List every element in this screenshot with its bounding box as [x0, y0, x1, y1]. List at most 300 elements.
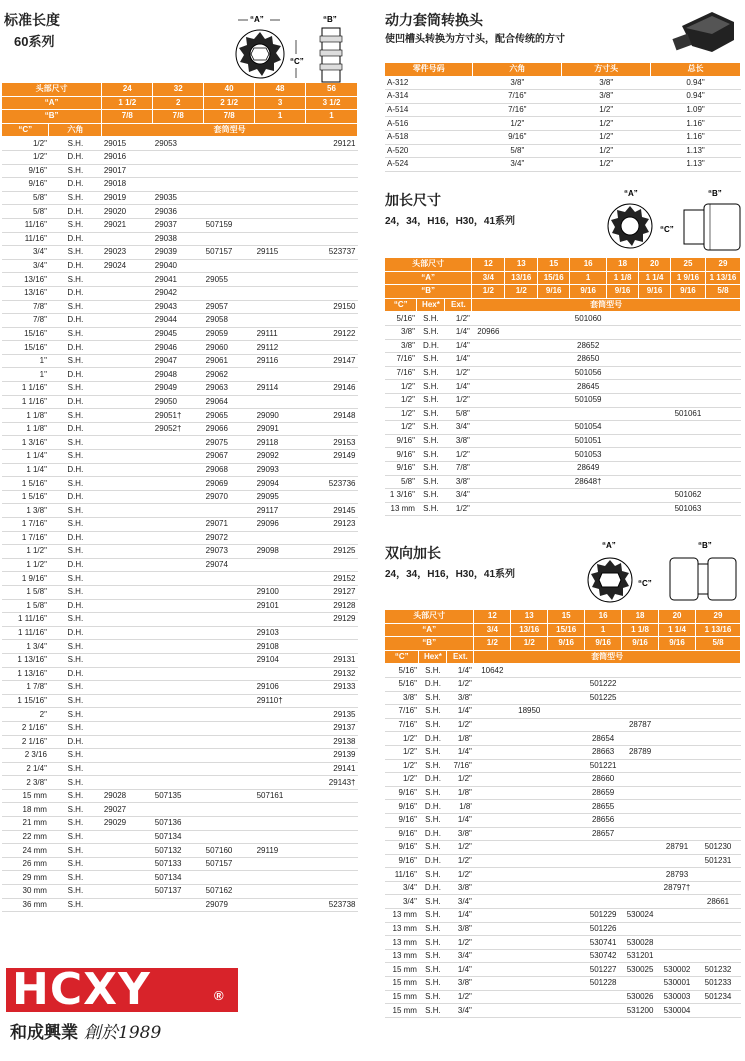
table-cell [255, 191, 306, 205]
table-cell: 13 mm [385, 909, 419, 923]
table-cell: 7/16" [385, 718, 419, 732]
table-cell: 29061 [204, 354, 255, 368]
table-cell [102, 667, 153, 681]
table-row [385, 103, 741, 117]
table-cell: 15 mm [385, 1004, 419, 1018]
table-cell [548, 745, 585, 759]
table-cell [306, 205, 358, 219]
table-cell [204, 694, 255, 708]
table-cell [622, 677, 659, 691]
table-cell [607, 489, 639, 503]
table-row [385, 393, 741, 407]
table-cell [255, 708, 306, 722]
table-row [2, 273, 358, 287]
table-row [385, 963, 741, 977]
table-cell: 28789 [622, 745, 659, 759]
table-row [385, 895, 741, 909]
double-end-subtitle: 24，34，H16，H30，41系列 [385, 569, 516, 580]
table-cell [511, 881, 548, 895]
table-row [385, 339, 741, 353]
table-cell: 1.13" [651, 144, 741, 158]
table-cell [153, 518, 204, 532]
table-cell: 29024 [102, 259, 153, 273]
table-cell: A-516 [385, 117, 473, 131]
table-cell: D.H. [49, 178, 102, 192]
table-cell [306, 178, 358, 192]
extension-diagram [598, 186, 744, 256]
table-cell: 11/16" [2, 232, 49, 246]
table-cell [585, 854, 622, 868]
table-cell [548, 800, 585, 814]
table-cell: S.H. [49, 681, 102, 695]
table-cell [607, 502, 639, 516]
table-cell [255, 558, 306, 572]
table-row [385, 745, 741, 759]
table-cell [153, 762, 204, 776]
table-cell [538, 421, 570, 435]
table-cell: S.H. [49, 504, 102, 518]
table-cell: 530026 [622, 990, 659, 1004]
table-cell: 501232 [696, 963, 741, 977]
table-row [2, 653, 358, 667]
table-cell [639, 461, 671, 475]
table-cell [255, 395, 306, 409]
adapter-table: 零件号码 六角 方寸头 总长 A-312 3/8" 3/8" 0.94" A-314 7/16" 3/8" 0.94" A-514 7/16" 1/2" 1.09" A-516 1/2" 1/2" 1.16" A-518 9/16" 1/2" 1.16" A-520 5/8" 1/2" 1.13" A-524 3/4" 1/2" 1.13" [385, 63, 741, 172]
table-row [2, 531, 358, 545]
table-cell: S.H. [417, 312, 445, 326]
table-cell [306, 803, 358, 817]
table-cell [548, 773, 585, 787]
table-cell [474, 1004, 511, 1018]
adapter-title: 动力套筒转换头 [385, 12, 483, 28]
table-cell [153, 640, 204, 654]
table-cell [102, 653, 153, 667]
table-cell: 29047 [153, 354, 204, 368]
table-cell: 507134 [153, 830, 204, 844]
table-cell [659, 691, 696, 705]
table-cell [511, 827, 548, 841]
table-cell [204, 178, 255, 192]
table-cell [474, 677, 511, 691]
table-cell: 1 7/16" [2, 518, 49, 532]
standard-length-table: 头部尺寸 24 32 40 48 56 “A” 1 1/2 2 2 1/2 3 3 1/2 “B” 7/8 7/8 7/8 1 1 “C” 六角 套筒型号 1/2" S.H. 29015 29053 29121 1/2" D.H. 29016 9/16" S.H. 29017 9/16" D.H. 29018 5/8" S.H. 29019 29035 5/8" D.H. 29020 29036 11/16" S.H. 29021 29037 507159 11/16" D.H. 29038 3/4" S.H. 29023 29039 507157 29115 523737 3/4" D.H. 29024 29040 13/16" S.H. 29041 29055 13/16" D.H. 29042 7/8" S.H. 29043 29057 29150 7/8" D.H. 29044 29058 15/16" S.H. 29045 29059 29111 29122 15/16" D.H. 29046 29060 29112 1" S.H. 29047 29061 29116 29147 1" D.H. 29048 29062 1 1/16" S.H. 29049 29063 29114 29146 1 1/16" D.H. 29050 29064 1 1/8" S.H. 29051† 29065 29090 29148 1 1/8" D.H. 29052† 29066 29091 1 3/16" S.H. 29075 29118 29153 1 1/4" S.H. 29067 29092 29149 1 1/4" D.H. 29068 29093 1 5/16" S.H. 29069 29094 523736 1 5/16" D.H. 29070 29095 1 3/8" S.H. 29117 29145 1 7/16" S.H. 29071 29096 29123 1 7/16" D.H. 29072 1 1/2" S.H. 29073 29098 29125 1 1/2" D.H. 29074 1 9/16" S.H. 29152 1 5/8" S.H. 29100 29127 1 5/8" D.H. 29101 29128 1 11/16" S.H. 29129 1 11/16" D.H. 29103 1 3/4" S.H. 29108 1 13/16" S.H. 29104 29131 1 13/16" D.H. 29132 1 7/8" S.H. 29106 29133 1 15/16" S.H. 29110† 2" S.H. 29135 2 1/16" S.H. 29137 2 1/16" D.H. 29138 2 3/16 S.H. 29139 2 1/4" S.H. 29141 2 3/8" S.H. 29143† 15 mm S.H. 29028 507135 507161 18 mm S.H. 29027 21 mm S.H. 29029 507136 22 mm S.H. 507134 24 mm S.H. 507132 507160 29119 26 mm S.H. 507133 507157 29 mm S.H. 507134 30 mm S.H. 507137 507162 36 mm S.H. 29079 523738 [2, 83, 358, 912]
table-cell [505, 434, 538, 448]
table-cell [548, 909, 585, 923]
table-cell [153, 803, 204, 817]
table-cell: D.H. [49, 150, 102, 164]
table-cell: D.H. [49, 490, 102, 504]
table-row [2, 572, 358, 586]
table-cell: S.H. [49, 191, 102, 205]
table-cell [102, 898, 153, 912]
table-cell: S.H. [49, 164, 102, 178]
table-cell [474, 827, 511, 841]
table-cell [585, 718, 622, 732]
table-cell: 29015 [102, 137, 153, 151]
table-cell: 29041 [153, 273, 204, 287]
table-cell [639, 489, 671, 503]
svg-text:“A”: “A” [624, 189, 638, 198]
table-cell: 1/4" [447, 963, 474, 977]
table-cell [102, 341, 153, 355]
table-cell: D.H. [419, 854, 447, 868]
table-cell: D.H. [419, 677, 447, 691]
table-row [385, 489, 741, 503]
table-cell: D.H. [49, 205, 102, 219]
table-row [385, 691, 741, 705]
table-cell: S.H. [419, 813, 447, 827]
table-cell [306, 490, 358, 504]
table-cell [696, 813, 741, 827]
table-cell [204, 572, 255, 586]
table-cell: 501053 [570, 448, 607, 462]
table-cell: 29029 [102, 817, 153, 831]
table-row [2, 314, 358, 328]
table-cell [696, 759, 741, 773]
table-cell [670, 448, 705, 462]
table-cell [204, 259, 255, 273]
table-cell: 29019 [102, 191, 153, 205]
table-row [385, 759, 741, 773]
table-cell: 9/16" [2, 178, 49, 192]
table-cell [306, 395, 358, 409]
table-cell [474, 881, 511, 895]
table-cell: 29135 [306, 708, 358, 722]
table-cell: 29095 [255, 490, 306, 504]
table-cell: S.H. [417, 366, 445, 380]
table-row [2, 178, 358, 192]
table-cell: S.H. [49, 518, 102, 532]
table-cell: D.H. [419, 881, 447, 895]
table-cell [639, 502, 671, 516]
table-cell: 29141 [306, 762, 358, 776]
table-cell [511, 718, 548, 732]
table-cell [255, 572, 306, 586]
table-cell: 501061 [670, 407, 705, 421]
table-cell: 507161 [255, 789, 306, 803]
table-cell: 28652 [570, 339, 607, 353]
table-cell [705, 312, 740, 326]
table-cell [548, 664, 585, 678]
table-row [2, 762, 358, 776]
table-cell [705, 421, 740, 435]
table-cell [511, 745, 548, 759]
table-cell: 29123 [306, 518, 358, 532]
table-cell: 18 mm [2, 803, 49, 817]
table-row [2, 871, 358, 885]
table-cell: 1.16" [651, 130, 741, 144]
table-cell [102, 422, 153, 436]
table-cell: 28787 [622, 718, 659, 732]
table-cell: 29139 [306, 749, 358, 763]
table-cell [306, 626, 358, 640]
series-60-subtitle: 60系列 [14, 34, 55, 49]
table-cell [255, 137, 306, 151]
table-cell [472, 393, 505, 407]
table-cell [102, 354, 153, 368]
table-cell [696, 664, 741, 678]
table-cell: 15/16" [2, 327, 49, 341]
table-cell [153, 164, 204, 178]
table-cell [255, 314, 306, 328]
table-cell: 30 mm [2, 885, 49, 899]
table-cell: 1/4" [445, 353, 472, 367]
table-cell [102, 327, 153, 341]
table-row [385, 841, 741, 855]
table-cell [659, 664, 696, 678]
table-cell [705, 353, 740, 367]
table-cell [511, 990, 548, 1004]
table-cell [607, 475, 639, 489]
table-cell [696, 732, 741, 746]
table-cell [659, 936, 696, 950]
table-cell: 3/8" [447, 691, 474, 705]
table-cell: 29104 [255, 653, 306, 667]
table-cell: S.H. [419, 909, 447, 923]
table-cell [585, 664, 622, 678]
table-cell: S.H. [49, 776, 102, 790]
table-cell: 1 1/16" [2, 395, 49, 409]
table-cell [696, 677, 741, 691]
table-cell [474, 705, 511, 719]
table-cell: 29053 [153, 137, 204, 151]
table-cell: 29098 [255, 545, 306, 559]
table-cell [204, 164, 255, 178]
table-cell [670, 353, 705, 367]
table-cell [472, 475, 505, 489]
table-cell [570, 407, 607, 421]
table-cell [511, 909, 548, 923]
table-cell: 2 1/16" [2, 735, 49, 749]
table-cell [607, 421, 639, 435]
table-cell [639, 393, 671, 407]
adapter-subtitle: 使凹槽头转换为方寸头，配合传统的方寸 [385, 34, 565, 45]
table-cell [696, 909, 741, 923]
table-cell: 28657 [585, 827, 622, 841]
table-row [2, 368, 358, 382]
table-cell [659, 732, 696, 746]
table-cell: 29093 [255, 463, 306, 477]
table-cell [255, 898, 306, 912]
double-end-title: 双向加长 [385, 545, 441, 561]
table-cell: 507159 [204, 218, 255, 232]
table-cell [659, 677, 696, 691]
table-cell [670, 339, 705, 353]
table-cell [204, 653, 255, 667]
table-cell [505, 489, 538, 503]
table-row [385, 705, 741, 719]
table-cell: S.H. [419, 691, 447, 705]
table-cell: 9/16" [385, 854, 419, 868]
table-cell [622, 868, 659, 882]
table-cell [607, 393, 639, 407]
table-cell [153, 545, 204, 559]
table-cell [696, 786, 741, 800]
table-cell: S.H. [417, 353, 445, 367]
table-cell [505, 353, 538, 367]
table-cell: 29147 [306, 354, 358, 368]
table-cell [306, 871, 358, 885]
table-cell [255, 749, 306, 763]
table-cell: 29028 [102, 789, 153, 803]
table-cell: 29020 [102, 205, 153, 219]
table-cell: 29100 [255, 585, 306, 599]
table-cell [474, 949, 511, 963]
table-cell [204, 762, 255, 776]
table-cell: 3/8" [447, 977, 474, 991]
table-cell [585, 868, 622, 882]
table-cell [622, 786, 659, 800]
table-cell: 7/16" [473, 90, 562, 104]
table-cell [548, 827, 585, 841]
table-cell: 29150 [306, 300, 358, 314]
table-cell [505, 339, 538, 353]
table-cell [639, 407, 671, 421]
table-cell [607, 380, 639, 394]
table-cell: S.H. [417, 489, 445, 503]
table-cell: 1/2" [385, 732, 419, 746]
table-cell: 29096 [255, 518, 306, 532]
table-row [2, 422, 358, 436]
table-cell [153, 490, 204, 504]
table-cell [102, 463, 153, 477]
table-cell: 1 13/16" [2, 653, 49, 667]
table-cell: 1/2" [2, 137, 49, 151]
table-cell: 29039 [153, 246, 204, 260]
table-cell: 29040 [153, 259, 204, 273]
table-cell [622, 800, 659, 814]
table-row [2, 898, 358, 912]
table-cell [102, 382, 153, 396]
table-cell: 1 1/8" [2, 409, 49, 423]
table-cell: S.H. [49, 640, 102, 654]
table-row [2, 436, 358, 450]
table-cell [255, 273, 306, 287]
table-cell [607, 339, 639, 353]
table-cell: 523736 [306, 477, 358, 491]
table-cell [607, 353, 639, 367]
table-cell [622, 854, 659, 868]
table-cell [472, 421, 505, 435]
table-cell [153, 150, 204, 164]
table-cell [474, 841, 511, 855]
table-cell: 507137 [153, 885, 204, 899]
table-cell: S.H. [49, 830, 102, 844]
table-row [385, 718, 741, 732]
table-cell [102, 558, 153, 572]
table-cell: 29119 [255, 844, 306, 858]
table-cell [153, 531, 204, 545]
table-cell: 29103 [255, 626, 306, 640]
table-cell: 507134 [153, 871, 204, 885]
table-row [385, 990, 741, 1004]
table-cell [548, 718, 585, 732]
table-cell: 3/4" [447, 895, 474, 909]
table-cell [505, 461, 538, 475]
table-cell: 28659 [585, 786, 622, 800]
table-cell [705, 393, 740, 407]
table-cell: 29131 [306, 653, 358, 667]
table-cell [306, 218, 358, 232]
table-cell: 530004 [659, 1004, 696, 1018]
table-cell: 29052† [153, 422, 204, 436]
table-cell: 501059 [570, 393, 607, 407]
table-cell: 501062 [670, 489, 705, 503]
table-cell: 1/4" [445, 325, 472, 339]
table-cell [538, 325, 570, 339]
table-cell: 501222 [585, 677, 622, 691]
table-cell: 1/2" [562, 130, 651, 144]
table-cell: 29049 [153, 382, 204, 396]
table-cell: D.H. [49, 558, 102, 572]
table-row [2, 354, 358, 368]
registered-mark: ® [214, 988, 224, 1003]
table-cell: 1 1/8" [2, 422, 49, 436]
table-cell [505, 407, 538, 421]
table-cell [622, 664, 659, 678]
table-cell: 29074 [204, 558, 255, 572]
table-cell [505, 393, 538, 407]
table-row [2, 885, 358, 899]
table-cell: 29045 [153, 327, 204, 341]
table-cell: 29090 [255, 409, 306, 423]
table-cell [102, 477, 153, 491]
table-cell: S.H. [419, 922, 447, 936]
table-cell [306, 694, 358, 708]
table-cell: 29101 [255, 599, 306, 613]
table-cell [696, 1004, 741, 1018]
table-cell: 531201 [622, 949, 659, 963]
table-cell [511, 922, 548, 936]
table-cell: 1/4" [445, 339, 472, 353]
table-cell: 15 mm [385, 977, 419, 991]
table-cell [538, 380, 570, 394]
table-cell: 1/2" [445, 366, 472, 380]
table-cell [585, 1004, 622, 1018]
table-cell [153, 694, 204, 708]
table-cell: 29132 [306, 667, 358, 681]
table-cell [548, 977, 585, 991]
table-cell [538, 502, 570, 516]
table-cell: 501229 [585, 909, 622, 923]
table-cell: S.H. [49, 327, 102, 341]
table-cell: S.H. [417, 475, 445, 489]
table-cell [607, 434, 639, 448]
table-cell [102, 599, 153, 613]
table-cell [705, 407, 740, 421]
table-cell: S.H. [49, 137, 102, 151]
table-cell [306, 191, 358, 205]
table-cell: D.H. [49, 463, 102, 477]
table-cell: 3/8" [562, 90, 651, 104]
table-cell: 7/16" [447, 759, 474, 773]
table-cell: 1/8" [447, 786, 474, 800]
table-cell: 2 3/16 [2, 749, 49, 763]
table-cell: 9/16" [385, 461, 417, 475]
table-cell: 3/4" [385, 895, 419, 909]
table-cell [255, 830, 306, 844]
table-cell [607, 366, 639, 380]
table-cell: 13/16" [2, 286, 49, 300]
table-cell: 1/2" [473, 117, 562, 131]
table-cell: 29094 [255, 477, 306, 491]
table-cell: 29043 [153, 300, 204, 314]
table-cell [659, 949, 696, 963]
table-cell: D.H. [419, 827, 447, 841]
table-cell: 523737 [306, 246, 358, 260]
table-cell: S.H. [49, 844, 102, 858]
table-cell [255, 164, 306, 178]
